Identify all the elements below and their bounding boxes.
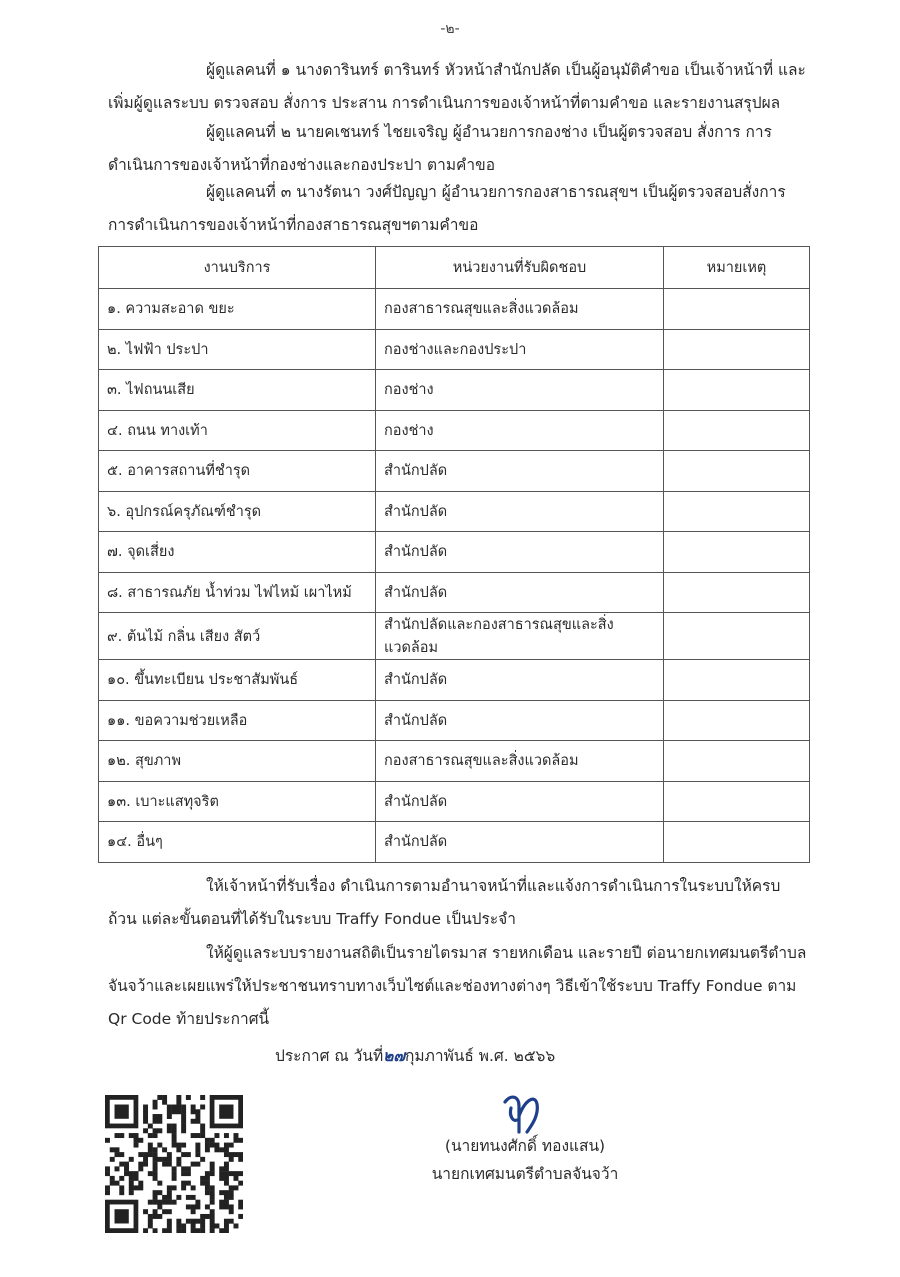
table-row <box>99 329 810 370</box>
page-number: -๒- <box>440 21 460 37</box>
service-cell: ๙. ต้นไม้ กลิ่น เสียง สัตว์ <box>99 613 376 660</box>
service-cell: ๓. ไฟถนนเสีย <box>99 370 376 411</box>
note-cell <box>664 451 810 492</box>
announcement-day: ๒๗ <box>383 1047 406 1065</box>
announcement-suffix: กุมภาพันธ์ พ.ศ. ๒๕๖๖ <box>405 1047 556 1065</box>
announcement-prefix: ประกาศ ณ วันที่ <box>275 1047 384 1065</box>
unit-cell: กองช่าง <box>376 410 664 451</box>
admin-3-paragraph: ผู้ดูแลคนที่ ๓ นางรัตนา วงศ์ปัญญา ผู้อำนวยการกองสาธารณสุขฯ เป็นผู้ตรวจสอบสั่งการ การดำเนินการของเจ้าหน้าที่กองสาธารณสุขฯตามคำขอ <box>108 183 786 234</box>
note-cell <box>664 700 810 741</box>
note-cell <box>664 370 810 411</box>
staff-instruction-paragraph: ให้เจ้าหน้าที่รับเรื่อง ดำเนินการตามอำนาจหน้าที่และแจ้งการดำเนินการในระบบให้ครบถ้วน แต่ละขั้นตอนที่ได้รับในระบบ Traffy Fondue เป็นประจำ <box>108 877 781 928</box>
note-cell <box>664 741 810 782</box>
header-unit: หน่วยงานที่รับผิดชอบ <box>376 247 664 289</box>
signer-title: นายกเทศมนตรีตำบลจันจว้า <box>431 1165 619 1183</box>
table-row <box>99 822 810 863</box>
table-row <box>99 451 810 492</box>
service-cell: ๗. จุดเสี่ยง <box>99 532 376 573</box>
table-row <box>99 700 810 741</box>
table-row <box>99 613 810 660</box>
unit-cell: สำนักปลัด <box>376 451 664 492</box>
note-cell <box>664 491 810 532</box>
note-cell <box>664 410 810 451</box>
unit-cell: สำนักปลัด <box>376 781 664 822</box>
handwritten-signature-icon <box>497 1086 549 1138</box>
service-cell: ๖. อุปกรณ์ครุภัณฑ์ชำรุด <box>99 491 376 532</box>
note-cell <box>664 781 810 822</box>
unit-cell: สำนักปลัด <box>376 532 664 573</box>
unit-cell: กองช่างและกองประปา <box>376 329 664 370</box>
table-row <box>99 660 810 701</box>
note-cell <box>664 572 810 613</box>
note-cell <box>664 613 810 660</box>
note-cell <box>664 329 810 370</box>
service-cell: ๔. ถนน ทางเท้า <box>99 410 376 451</box>
service-cell: ๑๑. ขอความช่วยเหลือ <box>99 700 376 741</box>
table-row <box>99 572 810 613</box>
note-cell <box>664 660 810 701</box>
unit-cell: สำนักปลัด <box>376 572 664 613</box>
note-cell <box>664 289 810 330</box>
unit-cell: กองสาธารณสุขและสิ่งแวดล้อม <box>376 289 664 330</box>
table-row <box>99 532 810 573</box>
unit-cell: สำนักปลัด <box>376 491 664 532</box>
unit-cell: สำนักปลัด <box>376 700 664 741</box>
qr-code-icon[interactable] <box>105 1095 243 1233</box>
unit-cell: กองสาธารณสุขและสิ่งแวดล้อม <box>376 741 664 782</box>
service-cell: ๘. สาธารณภัย น้ำท่วม ไฟไหม้ เผาไหม้ <box>99 572 376 613</box>
admin-2-paragraph: ผู้ดูแลคนที่ ๒ นายคเชนทร์ ไชยเจริญ ผู้อำนวยการกองช่าง เป็นผู้ตรวจสอบ สั่งการ การดำเนินการของเจ้าหน้าที่กองช่างและกองประปา ตามคำขอ <box>108 123 772 174</box>
table-row <box>99 491 810 532</box>
table-row <box>99 741 810 782</box>
admin-1-paragraph: ผู้ดูแลคนที่ ๑ นางดารินทร์ ตารินทร์ หัวหน้าสำนักปลัด เป็นผู้อนุมัติคำขอ เป็นเจ้าหน้าที่ และเพิ่มผู้ดูแลระบบ ตรวจสอบ สั่งการ ประสาน การดำเนินการของเจ้าหน้าที่ตามคำขอ และรายงานสรุปผล <box>108 61 806 112</box>
unit-cell: สำนักปลัดและกองสาธารณสุขและสิ่งแวดล้อม <box>376 613 664 660</box>
announcement-date <box>275 1043 555 1068</box>
unit-cell: สำนักปลัด <box>376 660 664 701</box>
service-cell: ๑๔. อื่นๆ <box>99 822 376 863</box>
service-cell: ๑๓. เบาะแสทุจริต <box>99 781 376 822</box>
service-cell: ๑๐. ขึ้นทะเบียน ประชาสัมพันธ์ <box>99 660 376 701</box>
service-cell: ๒. ไฟฟ้า ประปา <box>99 329 376 370</box>
header-note: หมายเหตุ <box>664 247 810 289</box>
table-header-row <box>99 247 810 289</box>
table-row <box>99 289 810 330</box>
signer-name: (นายทนงศักดิ์ ทองแสน) <box>444 1137 606 1155</box>
service-cell: ๕. อาคารสถานที่ชำรุด <box>99 451 376 492</box>
unit-cell: สำนักปลัด <box>376 822 664 863</box>
unit-cell: กองช่าง <box>376 370 664 411</box>
note-cell <box>664 532 810 573</box>
service-cell: ๑๒. สุขภาพ <box>99 741 376 782</box>
header-service: งานบริการ <box>99 247 376 289</box>
table-row <box>99 370 810 411</box>
table-row <box>99 410 810 451</box>
table-row <box>99 781 810 822</box>
note-cell <box>664 822 810 863</box>
service-cell: ๑. ความสะอาด ขยะ <box>99 289 376 330</box>
report-instruction-paragraph: ให้ผู้ดูแลระบบรายงานสถิติเป็นรายไตรมาส รายหกเดือน และรายปี ต่อนายกเทศมนตรีตำบลจันจว้าและเผยแพร่ให้ประชาชนทราบทางเว็บไซต์และช่องทางต่างๆ วิธีเข้าใช้ระบบ Traffy Fondue ตาม Qr Code ท้ายประกาศนี้ <box>108 944 807 1028</box>
service-responsibility-table <box>98 246 810 863</box>
